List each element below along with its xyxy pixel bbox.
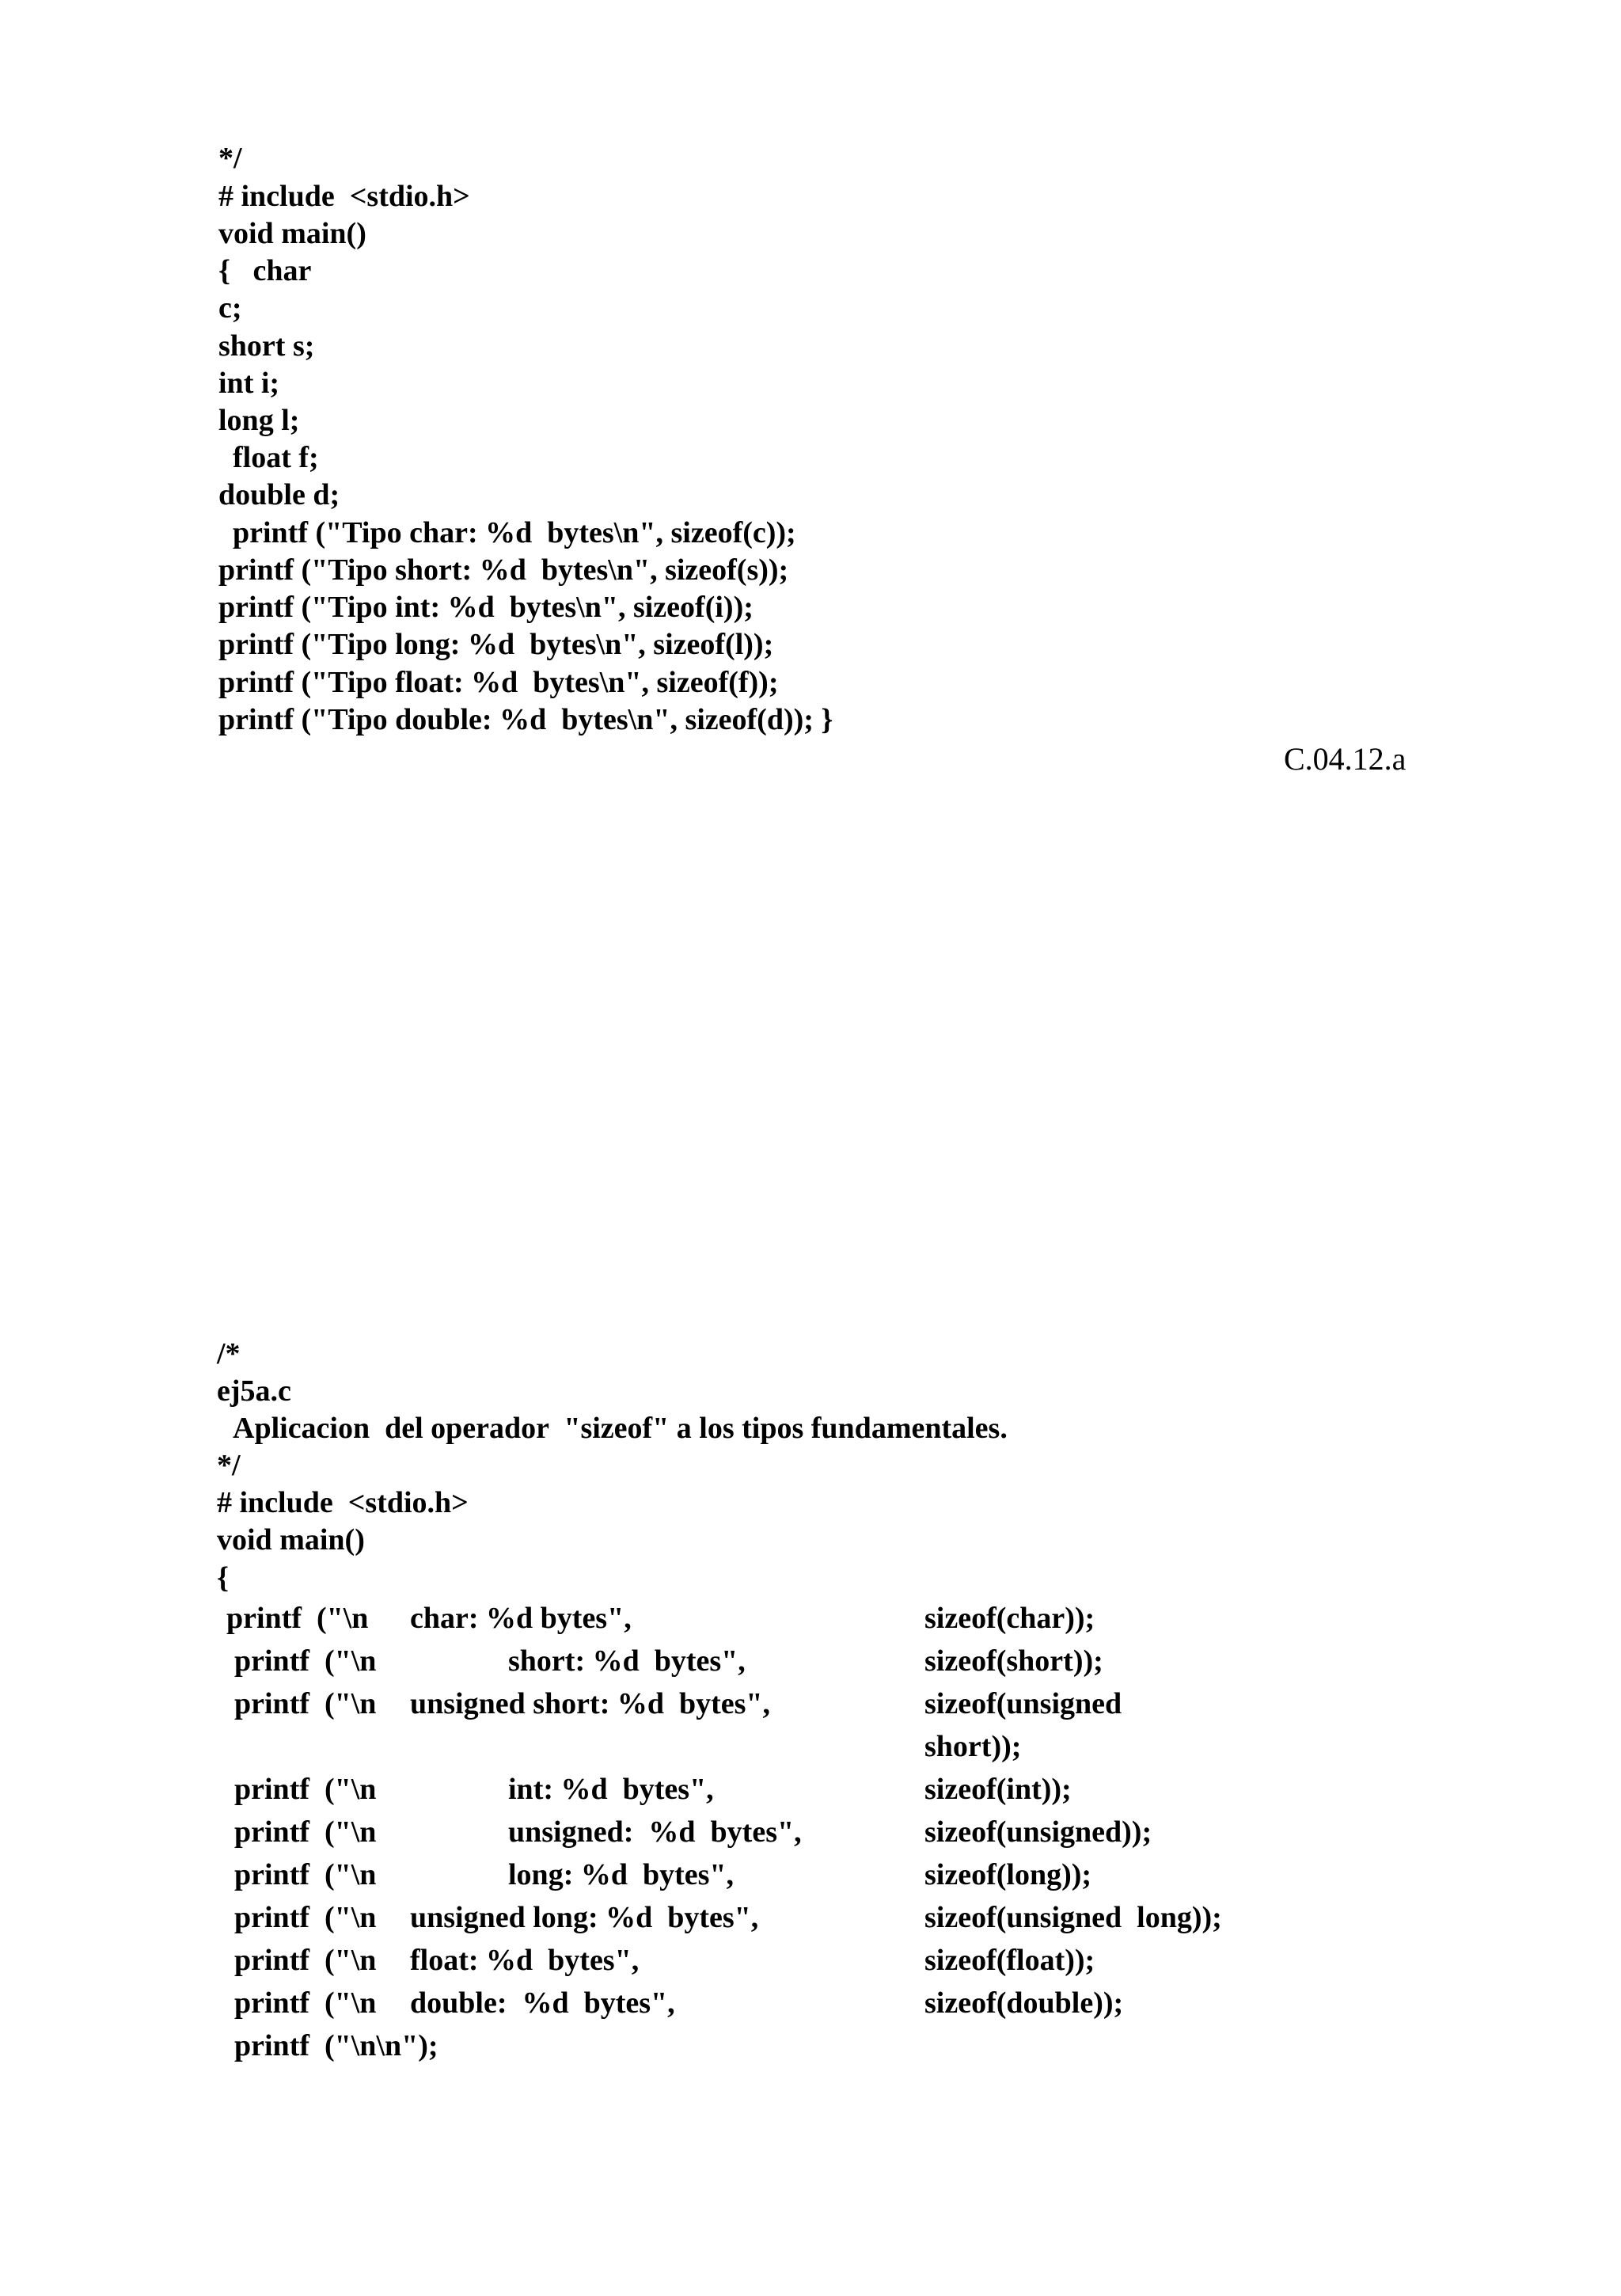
printf-call: printf ("\n	[234, 1815, 377, 1849]
printf-call: printf ("\n	[234, 1901, 377, 1934]
printf-format: long: %d bytes",	[508, 1858, 735, 1891]
code-line: /*	[217, 1337, 241, 1370]
page-reference: C.04.12.a	[1284, 741, 1407, 777]
printf-format: short: %d bytes",	[508, 1644, 746, 1678]
printf-call: printf ("\n	[234, 1858, 377, 1891]
code-line: void main()	[217, 1523, 365, 1557]
code-line: short s;	[218, 329, 315, 363]
printf-argument: sizeof(char));	[924, 1602, 1095, 1635]
code-line: printf ("Tipo char: %d bytes\n", sizeof(c));	[233, 516, 796, 549]
printf-format: double: %d bytes",	[410, 1986, 675, 2020]
printf-argument: short));	[924, 1730, 1022, 1763]
code-line: c;	[218, 291, 242, 325]
printf-format: char: %d bytes",	[410, 1602, 632, 1635]
code-line: printf ("Tipo short: %d bytes\n", sizeof(s));	[218, 553, 789, 587]
printf-call: printf ("\n	[226, 1602, 369, 1635]
code-line: printf ("Tipo long: %d bytes\n", sizeof(l));	[218, 628, 774, 661]
code-line: double d;	[218, 478, 340, 511]
printf-format: unsigned long: %d bytes",	[410, 1901, 759, 1934]
printf-call: printf ("\n	[234, 1644, 377, 1678]
code-line: float f;	[233, 441, 319, 474]
printf-format: int: %d bytes",	[508, 1773, 714, 1806]
code-line: printf ("Tipo int: %d bytes\n", sizeof(i));	[218, 591, 754, 624]
printf-format: unsigned short: %d bytes",	[410, 1687, 771, 1720]
printf-call: printf ("\n	[234, 1986, 377, 2020]
printf-argument: sizeof(unsigned	[924, 1687, 1122, 1720]
code-line: # include <stdio.h>	[218, 180, 470, 213]
code-comment: Aplicacion del operador "sizeof" a los tipos fundamentales.	[233, 1412, 1008, 1445]
code-line: printf ("Tipo float: %d bytes\n", sizeof(f));	[218, 666, 779, 699]
printf-argument: sizeof(float));	[924, 1944, 1095, 1977]
code-line: # include <stdio.h>	[217, 1486, 469, 1519]
code-line: */	[217, 1449, 241, 1482]
printf-call: printf ("\n	[234, 1944, 377, 1977]
printf-argument: sizeof(double));	[924, 1986, 1124, 2020]
code-line: */	[218, 142, 242, 175]
printf-call: printf ("\n	[234, 1773, 377, 1806]
printf-format: unsigned: %d bytes",	[508, 1815, 802, 1849]
code-line: long l;	[218, 404, 300, 437]
printf-argument: sizeof(unsigned));	[924, 1815, 1152, 1849]
code-line: { char	[218, 254, 312, 287]
code-line: int i;	[218, 367, 280, 400]
printf-call: printf ("\n	[234, 1687, 377, 1720]
printf-format: float: %d bytes",	[410, 1944, 640, 1977]
printf-argument: sizeof(short));	[924, 1644, 1103, 1678]
printf-argument: sizeof(long));	[924, 1858, 1092, 1891]
code-line: printf ("Tipo double: %d bytes\n", sizeof(d)); }	[218, 703, 833, 736]
file-name: ej5a.c	[217, 1374, 291, 1408]
printf-argument: sizeof(unsigned long));	[924, 1901, 1222, 1934]
code-line: printf ("\n\n");	[234, 2029, 438, 2062]
printf-argument: sizeof(int));	[924, 1773, 1072, 1806]
code-line: void main()	[218, 217, 366, 250]
code-line: {	[217, 1561, 229, 1595]
